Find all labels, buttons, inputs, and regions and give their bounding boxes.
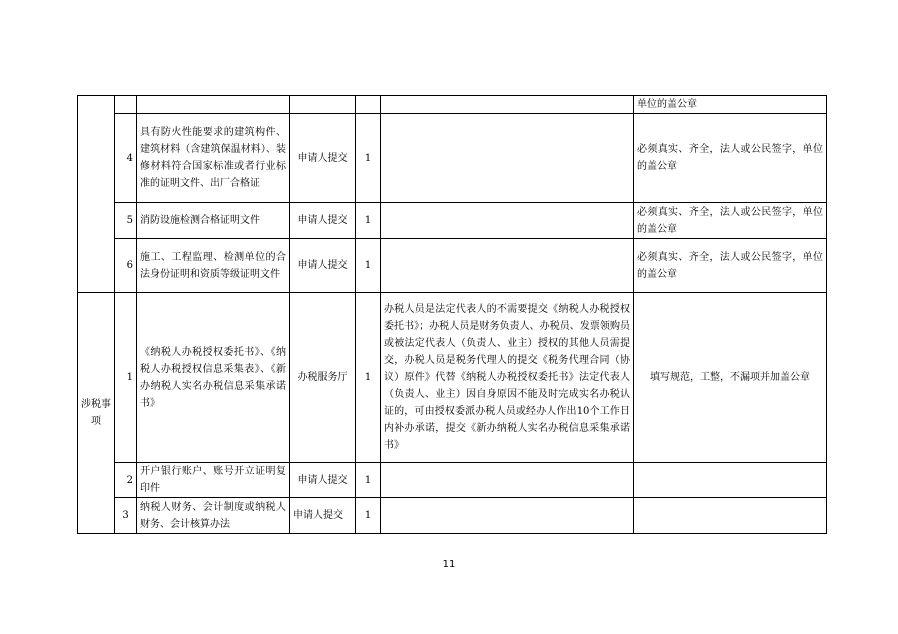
material-note <box>381 239 634 293</box>
material-count: 1 <box>356 293 381 463</box>
material-note <box>381 463 634 498</box>
row-number: 5 <box>115 203 137 239</box>
row-number: 1 <box>115 293 137 463</box>
material-note: 办税人员是法定代表人的不需要提交《纳税人办税授权委托书》；办税人员是财务负责人、办税员、发票领购员或被法定代表人（负责人、业主）授权的其他人员需提交，办税人员是税务代理人的提交《税务代理合同（协议）原件》代替《纳税人办税授权委托书》法定代表人（负责人、业主）因自身原因不能及时完成实名办税认证的，可由授权委派办税人员或经办人作出10个工作日内补办承诺，提交《新办纳税人实名办税信息采集承诺书》 <box>381 293 634 463</box>
page-number: 11 <box>442 559 456 570</box>
material-source: 办税服务厅 <box>290 293 356 463</box>
category-cell-empty <box>78 96 115 293</box>
material-source: 申请人提交 <box>290 203 356 239</box>
material-source <box>290 96 356 114</box>
material-source: 申请人提交 <box>290 498 356 534</box>
row-number: 2 <box>115 463 137 498</box>
material-name: 《纳税人办税授权委托书》、《纳税人办税授权信息采集表》、《新办纳税人实名办税信息采集承诺书》 <box>137 293 290 463</box>
material-note <box>381 114 634 203</box>
material-count: 1 <box>356 203 381 239</box>
row-number: 3 <box>115 498 137 534</box>
material-count: 1 <box>356 463 381 498</box>
table-row <box>78 96 827 114</box>
material-requirement <box>634 463 827 498</box>
material-source: 申请人提交 <box>290 239 356 293</box>
table-row <box>78 498 827 534</box>
material-note <box>381 96 634 114</box>
material-count: 1 <box>356 114 381 203</box>
table-row <box>78 114 827 203</box>
category-tax-matters: 涉税事项 <box>78 293 115 534</box>
material-note <box>381 203 634 239</box>
table-row <box>78 239 827 293</box>
material-name: 纳税人财务、会计制度或纳税人财务、会计核算办法 <box>137 498 290 534</box>
material-name: 消防设施检测合格证明文件 <box>137 203 290 239</box>
material-source: 申请人提交 <box>290 114 356 203</box>
row-number: 6 <box>115 239 137 293</box>
material-name <box>137 96 290 114</box>
material-source: 申请人提交 <box>290 463 356 498</box>
table-row <box>78 293 827 463</box>
material-requirement: 填写规范，工整，不漏项并加盖公章 <box>634 293 827 463</box>
material-name: 施工、工程监理、检测单位的合法身份证明和资质等级证明文件 <box>137 239 290 293</box>
row-number <box>115 96 137 114</box>
material-requirement: 必须真实、齐全，法人或公民签字，单位的盖公章 <box>634 239 827 293</box>
material-count <box>356 96 381 114</box>
row-number: 4 <box>115 114 137 203</box>
material-count: 1 <box>356 239 381 293</box>
material-name: 具有防火性能要求的建筑构件、建筑材料（含建筑保温材料）、装修材料符合国家标准或者行业标准的证明文件、出厂合格证 <box>137 114 290 203</box>
table-row <box>78 463 827 498</box>
material-requirement: 单位的盖公章 <box>634 96 827 114</box>
material-requirement: 必须真实、齐全，法人或公民签字，单位的盖公章 <box>634 114 827 203</box>
material-requirement <box>634 498 827 534</box>
material-name: 开户银行账户、账号开立证明复印件 <box>137 463 290 498</box>
requirements-table <box>77 95 827 534</box>
material-note <box>381 498 634 534</box>
material-requirement: 必须真实、齐全，法人或公民签字，单位的盖公章 <box>634 203 827 239</box>
material-count: 1 <box>356 498 381 534</box>
table-row <box>78 203 827 239</box>
